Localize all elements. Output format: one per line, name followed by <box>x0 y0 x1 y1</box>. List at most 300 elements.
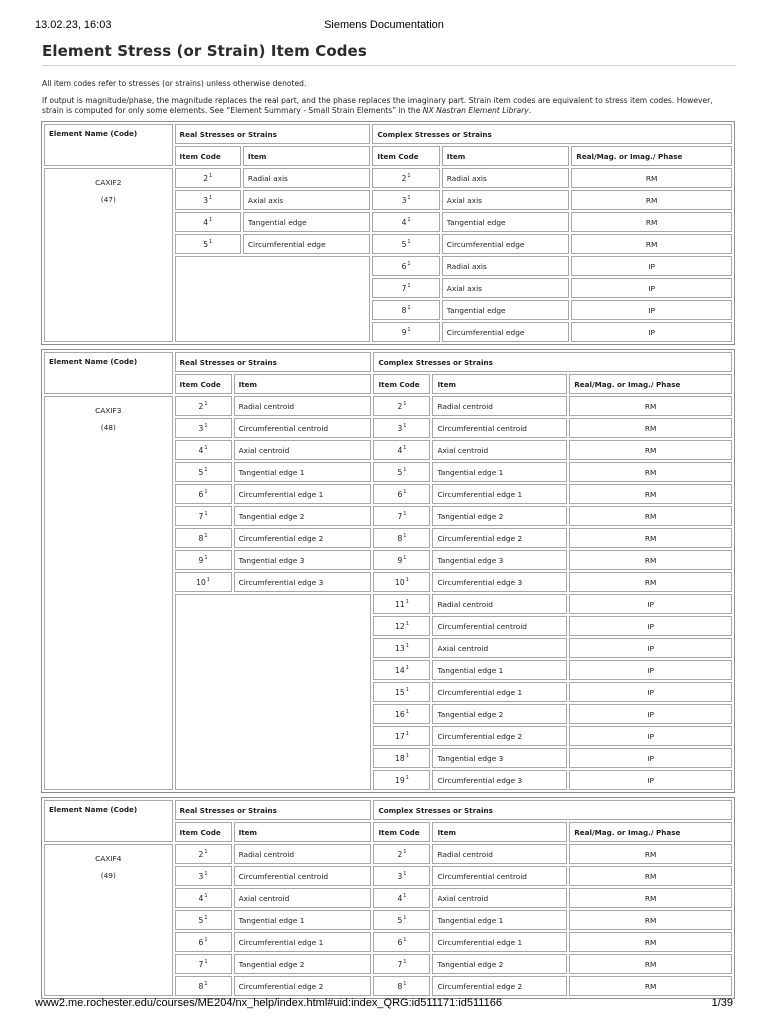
item-cell: Circumferential edge 1 <box>432 484 567 504</box>
footnote-marker: 1 <box>405 731 409 737</box>
phase-cell: IP <box>571 300 732 320</box>
footnote-marker: 1 <box>403 915 407 921</box>
item-code-value: 16 <box>395 710 405 719</box>
item-code-value: 5 <box>401 240 407 249</box>
footnote-marker: 1 <box>209 195 213 201</box>
table-row <box>44 844 732 864</box>
element-name-cell <box>44 396 173 790</box>
item-code-cell <box>175 844 232 864</box>
element-code: (48) <box>100 423 116 432</box>
item-code-cell <box>373 844 430 864</box>
empty-real-cell <box>175 256 371 342</box>
item-code-table-caxif2 <box>41 121 735 345</box>
item-code-cell <box>175 190 241 210</box>
footnote-marker: 1 <box>405 709 409 715</box>
item-code-value: 10 <box>395 578 405 587</box>
footnote-marker: 1 <box>405 621 409 627</box>
real-stresses-header: Real Stresses or Strains <box>175 800 372 820</box>
item-code-cell <box>175 888 232 908</box>
item-cell: Circumferential edge 1 <box>234 932 372 952</box>
item-code-cell <box>175 954 232 974</box>
item-cell: Radial centroid <box>432 844 567 864</box>
item-cell: Tangential edge <box>442 212 570 232</box>
footnote-marker: 1 <box>206 577 210 583</box>
phase-cell: IP <box>569 660 732 680</box>
item-code-value: 10 <box>196 578 206 587</box>
item-code-table-caxif3 <box>41 349 735 793</box>
item-cell: Tangential edge 2 <box>234 954 372 974</box>
item-code-value: 4 <box>397 446 403 455</box>
item-header: Item <box>243 146 371 166</box>
item-code-value: 9 <box>198 556 204 565</box>
phase-cell: IP <box>569 638 732 658</box>
table-row <box>44 168 732 188</box>
item-code-cell <box>373 660 430 680</box>
item-code-value: 8 <box>397 534 403 543</box>
item-code-value: 19 <box>395 776 405 785</box>
item-code-header: Item Code <box>175 146 241 166</box>
item-code-cell <box>175 396 232 416</box>
footnote-marker: 1 <box>204 445 208 451</box>
phase-cell: RM <box>569 506 732 526</box>
item-cell: Tangential edge 2 <box>432 506 567 526</box>
footnote-marker: 1 <box>204 915 208 921</box>
item-code-value: 8 <box>397 982 403 991</box>
item-cell: Tangential edge 1 <box>432 462 567 482</box>
phase-cell: RM <box>569 844 732 864</box>
item-code-value: 9 <box>397 556 403 565</box>
footnote-marker: 1 <box>204 981 208 987</box>
item-code-value: 9 <box>401 328 407 337</box>
item-code-cell <box>373 888 430 908</box>
item-code-cell <box>373 440 430 460</box>
footnote-marker: 1 <box>403 423 407 429</box>
item-code-header: Item Code <box>175 822 232 842</box>
item-code-cell <box>175 550 232 570</box>
footnote-marker: 1 <box>403 959 407 965</box>
footnote-marker: 1 <box>403 511 407 517</box>
item-code-value: 7 <box>198 512 204 521</box>
phase-cell: RM <box>569 440 732 460</box>
phase-cell: RM <box>569 484 732 504</box>
item-code-value: 7 <box>198 960 204 969</box>
item-code-value: 3 <box>198 872 204 881</box>
item-code-value: 11 <box>395 600 405 609</box>
item-cell: Tangential edge <box>442 300 570 320</box>
item-code-value: 12 <box>395 622 405 631</box>
item-code-value: 2 <box>198 850 204 859</box>
phase-cell: IP <box>569 594 732 614</box>
item-code-cell <box>175 910 232 930</box>
item-code-cell <box>175 440 232 460</box>
phase-cell: RM <box>569 396 732 416</box>
item-code-value: 14 <box>395 666 405 675</box>
item-code-cell <box>373 572 430 592</box>
phase-cell: RM <box>571 234 732 254</box>
footnote-marker: 1 <box>405 753 409 759</box>
item-code-cell <box>175 932 232 952</box>
item-cell: Circumferential edge <box>442 234 570 254</box>
element-name-cell <box>44 844 173 996</box>
phase-cell: IP <box>571 322 732 342</box>
item-code-cell <box>175 484 232 504</box>
item-code-cell <box>175 572 232 592</box>
phase-cell: IP <box>569 726 732 746</box>
element-name-header: Element Name (Code) <box>44 800 173 842</box>
footnote-marker: 1 <box>209 173 213 179</box>
footnote-marker: 1 <box>204 467 208 473</box>
item-header: Item <box>234 374 372 394</box>
phase-cell: RM <box>569 572 732 592</box>
table-header-row <box>44 124 732 144</box>
item-code-value: 7 <box>397 512 403 521</box>
item-code-cell <box>373 682 430 702</box>
footnote-marker: 1 <box>209 239 213 245</box>
item-code-cell <box>372 322 439 342</box>
phase-cell: RM <box>569 976 732 996</box>
footnote-marker: 1 <box>403 467 407 473</box>
item-code-cell <box>373 976 430 996</box>
item-code-table-caxif4 <box>41 797 735 999</box>
footnote-marker: 1 <box>407 283 411 289</box>
phase-cell: IP <box>569 704 732 724</box>
item-code-header: Item Code <box>373 822 430 842</box>
item-code-header: Item Code <box>372 146 439 166</box>
item-code-value: 6 <box>198 490 204 499</box>
phase-cell: RM <box>569 462 732 482</box>
item-cell: Circumferential edge 1 <box>432 932 567 952</box>
intro-text-a: If output is magnitude/phase, the magnitude replaces the real part, and the phase replaces the imaginary part. Strain item codes are equivalent to stress item codes. However, strain is computed for only some elements. See “Element Summary - Small Strain Elements” in the <box>42 96 713 115</box>
item-cell: Circumferential edge 1 <box>234 484 372 504</box>
phase-cell: IP <box>569 770 732 790</box>
item-code-value: 3 <box>397 424 403 433</box>
item-code-cell <box>373 910 430 930</box>
item-code-value: 5 <box>198 468 204 477</box>
item-code-cell <box>175 506 232 526</box>
item-code-cell <box>373 704 430 724</box>
item-cell: Tangential edge 3 <box>432 550 567 570</box>
footnote-marker: 1 <box>405 643 409 649</box>
phase-cell: IP <box>569 682 732 702</box>
item-code-value: 2 <box>198 402 204 411</box>
phase-header: Real/Mag. or Imag./ Phase <box>571 146 732 166</box>
item-code-value: 18 <box>395 754 405 763</box>
element-name-header: Element Name (Code) <box>44 352 173 394</box>
item-cell: Tangential edge 2 <box>432 704 567 724</box>
element-name-header: Element Name (Code) <box>44 124 173 166</box>
footnote-marker: 1 <box>204 555 208 561</box>
item-cell: Tangential edge 2 <box>432 954 567 974</box>
item-cell: Radial axis <box>442 256 570 276</box>
footnote-marker: 1 <box>204 959 208 965</box>
footnote-marker: 1 <box>204 511 208 517</box>
item-code-value: 6 <box>397 490 403 499</box>
real-stresses-header: Real Stresses or Strains <box>175 352 372 372</box>
item-cell: Circumferential edge 2 <box>234 976 372 996</box>
item-cell: Axial axis <box>442 190 570 210</box>
library-link-text: NX Nastran Element Library <box>422 106 529 115</box>
footnote-marker: 1 <box>405 665 409 671</box>
item-cell: Axial axis <box>442 278 570 298</box>
print-header <box>35 19 733 33</box>
footnote-marker: 1 <box>204 533 208 539</box>
phase-cell: RM <box>571 168 732 188</box>
item-cell: Radial centroid <box>432 396 567 416</box>
real-stresses-header: Real Stresses or Strains <box>175 124 371 144</box>
item-code-value: 8 <box>401 306 407 315</box>
item-header: Item <box>432 374 567 394</box>
footnote-marker: 1 <box>403 981 407 987</box>
item-cell: Radial centroid <box>234 844 372 864</box>
footnote-marker: 1 <box>407 239 411 245</box>
item-cell: Tangential edge 1 <box>234 910 372 930</box>
phase-cell: RM <box>569 550 732 570</box>
item-cell: Circumferential edge 1 <box>432 682 567 702</box>
intro-paragraph-1: All item codes refer to stresses (or strains) unless otherwise denoted. <box>42 79 307 88</box>
phase-cell: RM <box>569 866 732 886</box>
phase-cell: IP <box>571 278 732 298</box>
item-cell: Radial centroid <box>432 594 567 614</box>
footnote-marker: 1 <box>403 849 407 855</box>
item-cell: Axial centroid <box>234 888 372 908</box>
item-header: Item <box>234 822 372 842</box>
footnote-marker: 1 <box>204 423 208 429</box>
item-code-value: 8 <box>198 534 204 543</box>
item-cell: Circumferential centroid <box>234 418 372 438</box>
item-code-value: 15 <box>395 688 405 697</box>
footnote-marker: 1 <box>405 599 409 605</box>
item-code-value: 7 <box>397 960 403 969</box>
item-cell: Tangential edge 2 <box>234 506 372 526</box>
footnote-marker: 1 <box>407 173 411 179</box>
footnote-marker: 1 <box>403 937 407 943</box>
phase-cell: RM <box>569 910 732 930</box>
item-code-value: 3 <box>401 196 407 205</box>
footnote-marker: 1 <box>407 261 411 267</box>
item-code-cell <box>373 396 430 416</box>
footnote-marker: 1 <box>204 893 208 899</box>
item-cell: Tangential edge 1 <box>432 910 567 930</box>
item-cell: Circumferential edge 2 <box>432 726 567 746</box>
item-cell: Axial centroid <box>432 638 567 658</box>
item-code-value: 6 <box>401 262 407 271</box>
item-code-cell <box>372 256 439 276</box>
phase-cell: RM <box>569 888 732 908</box>
item-code-value: 2 <box>401 174 407 183</box>
item-code-value: 17 <box>395 732 405 741</box>
element-name-cell <box>44 168 173 342</box>
item-cell: Circumferential edge 3 <box>234 572 372 592</box>
complex-stresses-header: Complex Stresses or Strains <box>373 352 732 372</box>
footnote-marker: 1 <box>405 577 409 583</box>
footnote-marker: 1 <box>403 555 407 561</box>
phase-cell: RM <box>571 190 732 210</box>
item-cell: Circumferential edge 3 <box>432 572 567 592</box>
footnote-marker: 1 <box>204 937 208 943</box>
print-url: www2.me.rochester.edu/courses/ME204/nx_help/index.html#uid:index_QRG:id511171:id511166 <box>35 997 502 1009</box>
item-cell: Circumferential edge <box>243 234 371 254</box>
item-code-value: 5 <box>397 916 403 925</box>
item-code-header: Item Code <box>175 374 232 394</box>
footnote-marker: 1 <box>405 775 409 781</box>
element-code: (47) <box>100 195 116 204</box>
item-code-cell <box>373 866 430 886</box>
item-cell: Tangential edge 1 <box>234 462 372 482</box>
item-code-value: 5 <box>203 240 209 249</box>
footnote-marker: 1 <box>204 401 208 407</box>
print-footer <box>35 997 733 1011</box>
item-code-cell <box>373 462 430 482</box>
item-code-cell <box>373 506 430 526</box>
item-code-cell <box>175 168 241 188</box>
complex-stresses-header: Complex Stresses or Strains <box>373 800 732 820</box>
item-code-cell <box>372 300 439 320</box>
item-code-cell <box>175 234 241 254</box>
item-code-header: Item Code <box>373 374 430 394</box>
item-code-cell <box>175 462 232 482</box>
item-cell: Circumferential edge 3 <box>432 770 567 790</box>
item-code-cell <box>372 168 439 188</box>
phase-header: Real/Mag. or Imag./ Phase <box>569 822 732 842</box>
item-code-cell <box>372 234 439 254</box>
print-page-number: 1/39 <box>711 997 733 1009</box>
item-code-cell <box>175 866 232 886</box>
phase-cell: RM <box>569 418 732 438</box>
footnote-marker: 1 <box>204 849 208 855</box>
item-cell: Axial centroid <box>432 888 567 908</box>
item-code-value: 5 <box>397 468 403 477</box>
phase-cell: IP <box>569 748 732 768</box>
item-cell: Radial centroid <box>234 396 372 416</box>
item-code-cell <box>373 932 430 952</box>
item-code-value: 3 <box>397 872 403 881</box>
item-cell: Circumferential edge <box>442 322 570 342</box>
footnote-marker: 1 <box>407 195 411 201</box>
phase-cell: RM <box>571 212 732 232</box>
footnote-marker: 1 <box>407 217 411 223</box>
item-cell: Circumferential centroid <box>234 866 372 886</box>
item-code-value: 2 <box>397 402 403 411</box>
item-code-cell <box>372 278 439 298</box>
item-cell: Circumferential centroid <box>432 616 567 636</box>
item-code-cell <box>175 418 232 438</box>
complex-stresses-header: Complex Stresses or Strains <box>372 124 732 144</box>
table-header-row <box>44 800 732 820</box>
empty-real-cell <box>175 594 372 790</box>
footnote-marker: 1 <box>407 327 411 333</box>
phase-cell: IP <box>571 256 732 276</box>
item-cell: Circumferential edge 2 <box>432 528 567 548</box>
item-code-value: 4 <box>198 894 204 903</box>
item-code-cell <box>373 748 430 768</box>
item-code-cell <box>175 976 232 996</box>
item-cell: Radial axis <box>442 168 570 188</box>
item-code-value: 4 <box>198 446 204 455</box>
phase-cell: RM <box>569 528 732 548</box>
item-cell: Axial axis <box>243 190 371 210</box>
item-cell: Tangential edge 1 <box>432 660 567 680</box>
item-code-cell <box>373 954 430 974</box>
table-row <box>44 396 732 416</box>
item-code-cell <box>373 770 430 790</box>
item-cell: Tangential edge <box>243 212 371 232</box>
element-name: CAXIF2 <box>95 178 122 187</box>
print-datetime: 13.02.23, 16:03 <box>35 19 112 31</box>
item-code-cell <box>373 726 430 746</box>
element-code: (49) <box>100 871 116 880</box>
page-title: Element Stress (or Strain) Item Codes <box>42 40 736 66</box>
item-code-cell <box>373 550 430 570</box>
footnote-marker: 1 <box>403 871 407 877</box>
item-cell: Tangential edge 3 <box>234 550 372 570</box>
phase-cell: RM <box>569 932 732 952</box>
footnote-marker: 1 <box>403 893 407 899</box>
item-code-value: 2 <box>397 850 403 859</box>
item-code-value: 3 <box>203 196 209 205</box>
item-code-value: 7 <box>401 284 407 293</box>
footnote-marker: 1 <box>204 489 208 495</box>
item-code-cell <box>373 638 430 658</box>
item-cell: Circumferential edge 2 <box>234 528 372 548</box>
item-code-value: 4 <box>401 218 407 227</box>
item-code-cell <box>373 616 430 636</box>
item-code-value: 3 <box>198 424 204 433</box>
item-code-value: 6 <box>397 938 403 947</box>
print-site-title: Siemens Documentation <box>324 19 444 31</box>
intro-text-b: . <box>528 106 532 115</box>
item-code-value: 13 <box>395 644 405 653</box>
footnote-marker: 1 <box>403 445 407 451</box>
item-code-value: 4 <box>397 894 403 903</box>
element-name: CAXIF3 <box>95 406 122 415</box>
phase-cell: IP <box>569 616 732 636</box>
footnote-marker: 1 <box>403 401 407 407</box>
intro-paragraph-2 <box>42 96 736 116</box>
item-code-value: 5 <box>198 916 204 925</box>
item-code-cell <box>372 190 439 210</box>
phase-cell: RM <box>569 954 732 974</box>
item-cell: Circumferential centroid <box>432 866 567 886</box>
item-header: Item <box>442 146 570 166</box>
footnote-marker: 1 <box>204 871 208 877</box>
item-cell: Axial centroid <box>432 440 567 460</box>
element-name: CAXIF4 <box>95 854 122 863</box>
item-code-cell <box>373 418 430 438</box>
item-cell: Circumferential edge 2 <box>432 976 567 996</box>
footnote-marker: 1 <box>405 687 409 693</box>
item-header: Item <box>432 822 567 842</box>
phase-header: Real/Mag. or Imag./ Phase <box>569 374 732 394</box>
footnote-marker: 1 <box>403 533 407 539</box>
footnote-marker: 1 <box>403 489 407 495</box>
item-cell: Tangential edge 3 <box>432 748 567 768</box>
footnote-marker: 1 <box>407 305 411 311</box>
item-code-cell <box>373 594 430 614</box>
item-cell: Radial axis <box>243 168 371 188</box>
item-code-cell <box>175 528 232 548</box>
item-code-cell <box>373 484 430 504</box>
document-content <box>42 40 736 999</box>
item-cell: Circumferential centroid <box>432 418 567 438</box>
footnote-marker: 1 <box>209 217 213 223</box>
item-code-cell <box>372 212 439 232</box>
item-code-value: 6 <box>198 938 204 947</box>
item-code-value: 4 <box>203 218 209 227</box>
item-code-cell <box>175 212 241 232</box>
table-header-row <box>44 352 732 372</box>
item-code-value: 8 <box>198 982 204 991</box>
item-code-value: 2 <box>203 174 209 183</box>
